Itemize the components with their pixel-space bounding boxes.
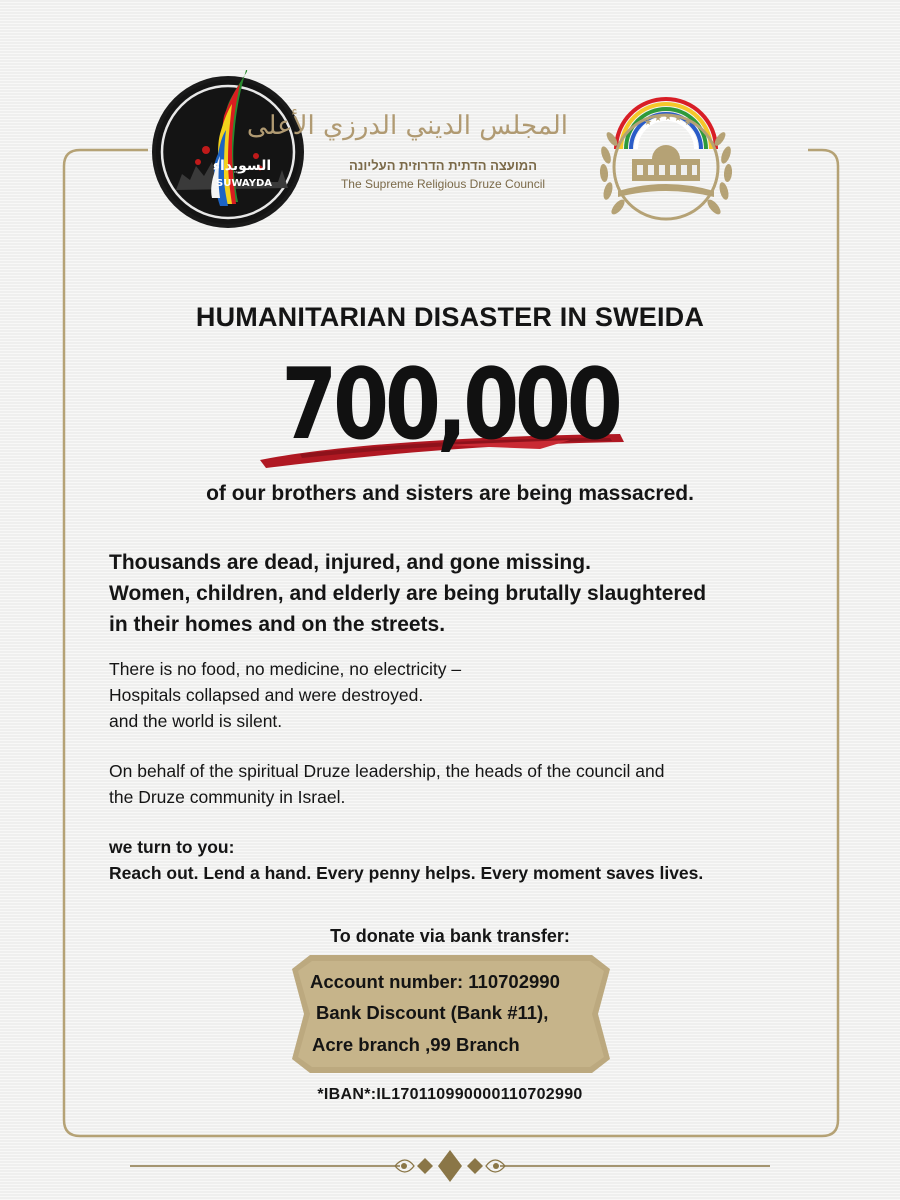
- casualties-paragraph: [109, 547, 829, 640]
- svg-text:★: ★: [674, 114, 683, 124]
- bank-details-plaque: [292, 955, 610, 1073]
- bank-name: Bank Discount (Bank #11),: [316, 1002, 549, 1023]
- account-number: Account number: 110702990: [310, 971, 560, 992]
- appeal-line: Reach out. Lend a hand. Every penny helps. Every moment saves lives.: [109, 863, 704, 883]
- headline-number-block: [240, 350, 660, 470]
- council-hebrew-name: המועצה הדתית הדרוזית העליונה: [348, 158, 537, 173]
- behalf-paragraph: [109, 758, 829, 810]
- casualties-line: Women, children, and elderly are being brutally slaughtered: [109, 582, 707, 605]
- svg-text:★: ★: [684, 118, 693, 128]
- suwayda-arabic-label: السويداء: [212, 158, 272, 174]
- iban: *IBAN*:IL170110990000110702990: [317, 1086, 583, 1103]
- situation-line: and the world is silent.: [109, 711, 283, 731]
- svg-text:★: ★: [654, 114, 663, 124]
- bottom-ornament: [130, 1150, 770, 1182]
- appeal-paragraph: [109, 834, 829, 886]
- druze-emblem-logo: [582, 85, 750, 235]
- situation-paragraph: [109, 656, 829, 734]
- casualties-line: in their homes and on the streets.: [109, 613, 446, 636]
- behalf-line: On behalf of the spiritual Druze leadership, the heads of the council and: [109, 761, 665, 781]
- council-english-name: The Supreme Religious Druze Council: [340, 177, 546, 191]
- situation-line: There is no food, no medicine, no electricity –: [109, 659, 462, 679]
- subtitle: of our brothers and sisters are being massacred.: [206, 482, 694, 505]
- donation-title: To donate via bank transfer:: [330, 926, 570, 946]
- council-logo: [246, 108, 568, 191]
- suwayda-latin-label: SUWAYDA: [216, 178, 272, 189]
- appeal-line: we turn to you:: [109, 837, 235, 857]
- svg-text:★: ★: [664, 113, 673, 123]
- page-title: HUMANITARIAN DISASTER IN SWEIDA: [195, 302, 705, 332]
- branch-info: Acre branch ,99 Branch: [312, 1034, 520, 1055]
- suwayda-logo: [148, 70, 308, 230]
- victim-count: 700,000: [281, 348, 619, 462]
- situation-line: Hospitals collapsed and were destroyed.: [109, 685, 424, 705]
- casualties-line: Thousands are dead, injured, and gone missing.: [109, 551, 591, 574]
- council-arabic-name: المجلس الديني الدرزي الأعلى: [246, 111, 568, 141]
- svg-text:★: ★: [644, 118, 653, 128]
- behalf-line: the Druze community in Israel.: [109, 787, 346, 807]
